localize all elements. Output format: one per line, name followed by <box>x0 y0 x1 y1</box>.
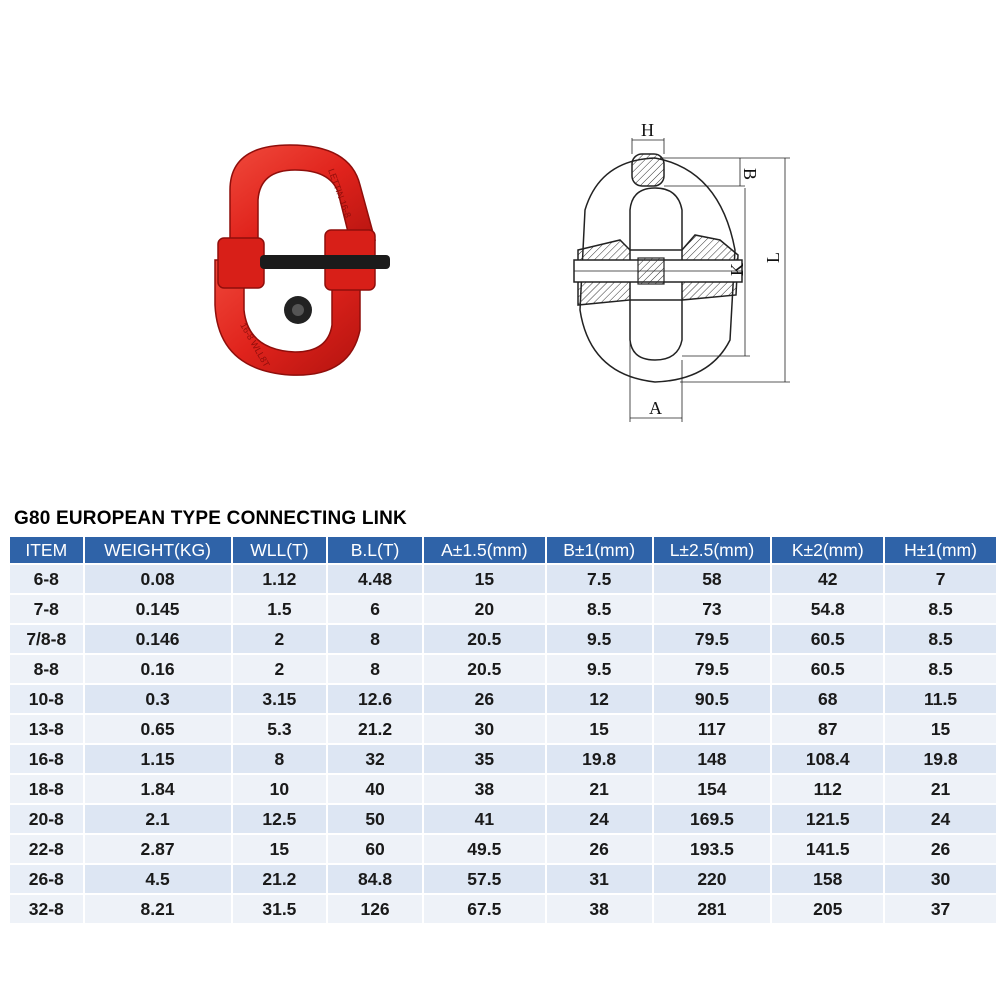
table-cell: 19.8 <box>547 745 652 773</box>
table-cell: 205 <box>772 895 883 923</box>
table-cell: 19.8 <box>885 745 996 773</box>
dim-label-h: H <box>641 120 654 140</box>
table-cell: 7-8 <box>10 595 83 623</box>
table-cell: 73 <box>654 595 771 623</box>
table-cell: 16-8 <box>10 745 83 773</box>
dim-label-l: L <box>763 252 783 263</box>
table-cell: 38 <box>547 895 652 923</box>
table-cell: 8.5 <box>885 655 996 683</box>
table-cell: 38 <box>424 775 545 803</box>
table-cell: 79.5 <box>654 655 771 683</box>
table-cell: 193.5 <box>654 835 771 863</box>
table-cell: 84.8 <box>328 865 422 893</box>
table-cell: 8 <box>328 625 422 653</box>
table-cell: 15 <box>885 715 996 743</box>
table-cell: 1.12 <box>233 565 327 593</box>
table-cell: 0.145 <box>85 595 231 623</box>
table-cell: 2.87 <box>85 835 231 863</box>
table-cell: 4.48 <box>328 565 422 593</box>
table-cell: 121.5 <box>772 805 883 833</box>
col-header-item: ITEM <box>10 537 83 563</box>
table-cell: 108.4 <box>772 745 883 773</box>
table-cell: 58 <box>654 565 771 593</box>
table-cell: 49.5 <box>424 835 545 863</box>
table-cell: 32-8 <box>10 895 83 923</box>
table-row <box>10 745 996 773</box>
table-row <box>10 865 996 893</box>
table-cell: 11.5 <box>885 685 996 713</box>
table-cell: 90.5 <box>654 685 771 713</box>
table-cell: 0.146 <box>85 625 231 653</box>
table-cell: 169.5 <box>654 805 771 833</box>
svg-text:LETTIN 16-8: LETTIN 16-8 <box>326 167 354 220</box>
table-cell: 8.21 <box>85 895 231 923</box>
table-cell: 0.16 <box>85 655 231 683</box>
dim-label-k: K <box>727 263 747 276</box>
table-cell: 21.2 <box>233 865 327 893</box>
col-header-a: A±1.5(mm) <box>424 537 545 563</box>
spec-table <box>8 535 998 925</box>
table-cell: 26 <box>547 835 652 863</box>
table-cell: 12 <box>547 685 652 713</box>
table-cell: 37 <box>885 895 996 923</box>
connecting-link-photo <box>200 130 400 390</box>
table-cell: 8.5 <box>547 595 652 623</box>
col-header-b: B±1(mm) <box>547 537 652 563</box>
table-cell: 60.5 <box>772 655 883 683</box>
table-cell: 1.15 <box>85 745 231 773</box>
dim-label-a: A <box>649 398 662 418</box>
table-cell: 79.5 <box>654 625 771 653</box>
table-cell: 24 <box>547 805 652 833</box>
table-cell: 60.5 <box>772 625 883 653</box>
table-row <box>10 835 996 863</box>
table-row <box>10 715 996 743</box>
col-header-wll: WLL(T) <box>233 537 327 563</box>
table-cell: 154 <box>654 775 771 803</box>
table-cell: 26 <box>424 685 545 713</box>
table-cell: 42 <box>772 565 883 593</box>
table-cell: 32 <box>328 745 422 773</box>
table-cell: 31 <box>547 865 652 893</box>
table-row <box>10 775 996 803</box>
table-cell: 40 <box>328 775 422 803</box>
col-header-h: H±1(mm) <box>885 537 996 563</box>
table-cell: 20.5 <box>424 625 545 653</box>
col-header-k: K±2(mm) <box>772 537 883 563</box>
table-cell: 26 <box>885 835 996 863</box>
table-row <box>10 895 996 923</box>
table-cell: 126 <box>328 895 422 923</box>
table-cell: 8-8 <box>10 655 83 683</box>
table-cell: 0.65 <box>85 715 231 743</box>
table-cell: 8 <box>233 745 327 773</box>
table-cell: 68 <box>772 685 883 713</box>
table-cell: 7.5 <box>547 565 652 593</box>
table-cell: 7 <box>885 565 996 593</box>
table-cell: 15 <box>424 565 545 593</box>
table-row <box>10 805 996 833</box>
table-cell: 281 <box>654 895 771 923</box>
table-cell: 26-8 <box>10 865 83 893</box>
table-cell: 8.5 <box>885 625 996 653</box>
table-cell: 1.5 <box>233 595 327 623</box>
table-cell: 2.1 <box>85 805 231 833</box>
table-cell: 4.5 <box>85 865 231 893</box>
table-cell: 8 <box>328 655 422 683</box>
table-cell: 31.5 <box>233 895 327 923</box>
table-title: G80 EUROPEAN TYPE CONNECTING LINK <box>14 508 407 529</box>
table-cell: 15 <box>233 835 327 863</box>
table-row <box>10 685 996 713</box>
col-header-bl: B.L(T) <box>328 537 422 563</box>
table-row <box>10 595 996 623</box>
table-cell: 18-8 <box>10 775 83 803</box>
table-cell: 8.5 <box>885 595 996 623</box>
table-cell: 87 <box>772 715 883 743</box>
table-cell: 1.84 <box>85 775 231 803</box>
table-cell: 12.6 <box>328 685 422 713</box>
table-cell: 148 <box>654 745 771 773</box>
table-cell: 5.3 <box>233 715 327 743</box>
table-cell: 6 <box>328 595 422 623</box>
table-cell: 20 <box>424 595 545 623</box>
table-cell: 20-8 <box>10 805 83 833</box>
table-cell: 12.5 <box>233 805 327 833</box>
table-cell: 60 <box>328 835 422 863</box>
table-cell: 24 <box>885 805 996 833</box>
table-row <box>10 565 996 593</box>
table-cell: 67.5 <box>424 895 545 923</box>
table-cell: 22-8 <box>10 835 83 863</box>
table-cell: 41 <box>424 805 545 833</box>
table-header-row <box>10 537 996 563</box>
col-header-weight: WEIGHT(KG) <box>85 537 231 563</box>
table-cell: 9.5 <box>547 655 652 683</box>
dim-label-b: B <box>740 168 760 181</box>
table-cell: 10-8 <box>10 685 83 713</box>
table-cell: 20.5 <box>424 655 545 683</box>
table-cell: 21 <box>885 775 996 803</box>
table-cell: 220 <box>654 865 771 893</box>
table-cell: 141.5 <box>772 835 883 863</box>
table-cell: 35 <box>424 745 545 773</box>
col-header-l: L±2.5(mm) <box>654 537 771 563</box>
table-cell: 30 <box>885 865 996 893</box>
table-cell: 50 <box>328 805 422 833</box>
table-cell: 13-8 <box>10 715 83 743</box>
table-cell: 112 <box>772 775 883 803</box>
svg-text:16-8 WLL8T: 16-8 WLL8T <box>238 321 272 369</box>
table-cell: 2 <box>233 655 327 683</box>
table-cell: 7/8-8 <box>10 625 83 653</box>
table-cell: 6-8 <box>10 565 83 593</box>
table-cell: 54.8 <box>772 595 883 623</box>
table-cell: 0.3 <box>85 685 231 713</box>
technical-drawing <box>560 110 800 430</box>
table-cell: 117 <box>654 715 771 743</box>
table-cell: 21.2 <box>328 715 422 743</box>
table-cell: 158 <box>772 865 883 893</box>
table-row <box>10 625 996 653</box>
table-cell: 15 <box>547 715 652 743</box>
table-cell: 9.5 <box>547 625 652 653</box>
table-cell: 21 <box>547 775 652 803</box>
table-cell: 30 <box>424 715 545 743</box>
table-row <box>10 655 996 683</box>
table-cell: 3.15 <box>233 685 327 713</box>
table-cell: 57.5 <box>424 865 545 893</box>
table-cell: 2 <box>233 625 327 653</box>
table-cell: 10 <box>233 775 327 803</box>
table-cell: 0.08 <box>85 565 231 593</box>
